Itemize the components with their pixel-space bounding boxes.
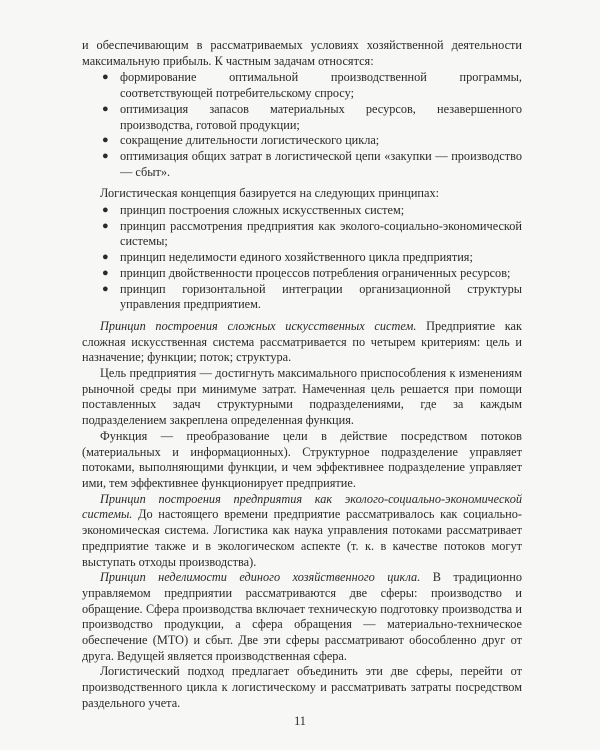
list-item: ● сокращение длительности логистического цикла; — [102, 133, 380, 148]
list-item: ● принцип рассмотрения предприятия как эколого-социально-экономической системы; — [102, 218, 522, 249]
list-item: ● принцип двойственности процессов потребления ограниченных ресурсов; — [102, 265, 511, 280]
paragraph-complex-systems: Принцип построения сложных искусственных систем. Предприятие как сложная искусственная система рассматривается по четырем критериям: цель и назначение; функции; поток; структура. — [82, 318, 522, 365]
paragraph-logistic-approach: Логистический подход предлагает объединить эти две сферы, перейти от производственного цикла к логистическому и рассматривать затраты посредством раздельного учета. — [82, 664, 522, 710]
bullet-icon: ● — [102, 71, 109, 84]
principles-list — [82, 203, 522, 313]
paragraph-cycle: Принцип неделимости единого хозяйственного цикла. В традиционно управляемом предприятии рассматриваются две сферы: производство и обращение. Сфера производства включает техническую подготовку производства и производство продукции, а сфера обращения — материально-техническое обеспечение (МТО) и сбыт. Две эти сферы рассматривают обособленно друг от друга. Ведущей является производственная сфера. — [82, 570, 522, 663]
principle-heading: Принцип неделимости единого хозяйственного цикла. — [100, 570, 421, 585]
bullet-icon: ● — [102, 149, 109, 162]
tasks-list — [82, 70, 522, 180]
bullet-icon: ● — [102, 219, 109, 232]
list-item: ● принцип неделимости единого хозяйственного цикла предприятия; — [102, 250, 473, 265]
principles-intro: Логистическая концепция базируется на следующих принципах: — [100, 186, 440, 201]
list-item: ● формирование оптимальной производственной программы, соответствующей потребительскому спросу; — [102, 70, 522, 101]
list-item: ● принцип горизонтальной интеграции организационной структуры управления предприятием. — [102, 281, 522, 312]
bullet-icon: ● — [102, 251, 109, 264]
principle-heading: Принцип построения сложных искусственных систем. — [100, 318, 417, 333]
list-item: ● оптимизация запасов материальных ресурсов, незавершенного производства, готовой продукции; — [102, 101, 522, 132]
paragraph-eco-system: Принцип построения предприятия как эколого-социально-экономической системы. До настоящего времени предприятие рассматривалось как социально-экономическая система. Логистика как наука управления потоками рассматривает предприятие также и в экологическом аспекте (т. к. в качестве потоков могут выступать отходы производства). — [82, 491, 522, 569]
list-item: ● принцип построения сложных искусственных систем; — [102, 203, 405, 218]
bullet-icon: ● — [102, 266, 109, 279]
paragraph-function: Функция — преобразование цели в действие посредством потоков (материальных и информационных). Структурное подразделение управляет потоками, выполняющими функции, и чем эффективнее подразделение управляет ими, тем эффективнее функционирует предприятие. — [82, 428, 522, 490]
principle-heading: Принцип построения предприятия как эколого-социально-экономической системы. — [82, 491, 522, 522]
bullet-icon: ● — [102, 204, 109, 217]
list-item: ● оптимизация общих затрат в логистической цепи «закупки — производство — сбыт». — [102, 148, 522, 179]
page-number: 11 — [294, 714, 306, 728]
bullet-icon: ● — [102, 282, 109, 295]
paragraph-goal: Цель предприятия — достигнуть максимального приспособления к изменениям рыночной среды при минимуме затрат. Намеченная цель решается при помощи поставленных задач структурными подразделениями, где за каждым подразделением закреплена определенная функция. — [82, 366, 522, 428]
intro-paragraph: и обеспечивающим в рассматриваемых условиях хозяйственной деятельности максимальную прибыль. К частным задачам относятся: — [82, 38, 522, 68]
bullet-icon: ● — [102, 134, 109, 147]
bullet-icon: ● — [102, 102, 109, 115]
